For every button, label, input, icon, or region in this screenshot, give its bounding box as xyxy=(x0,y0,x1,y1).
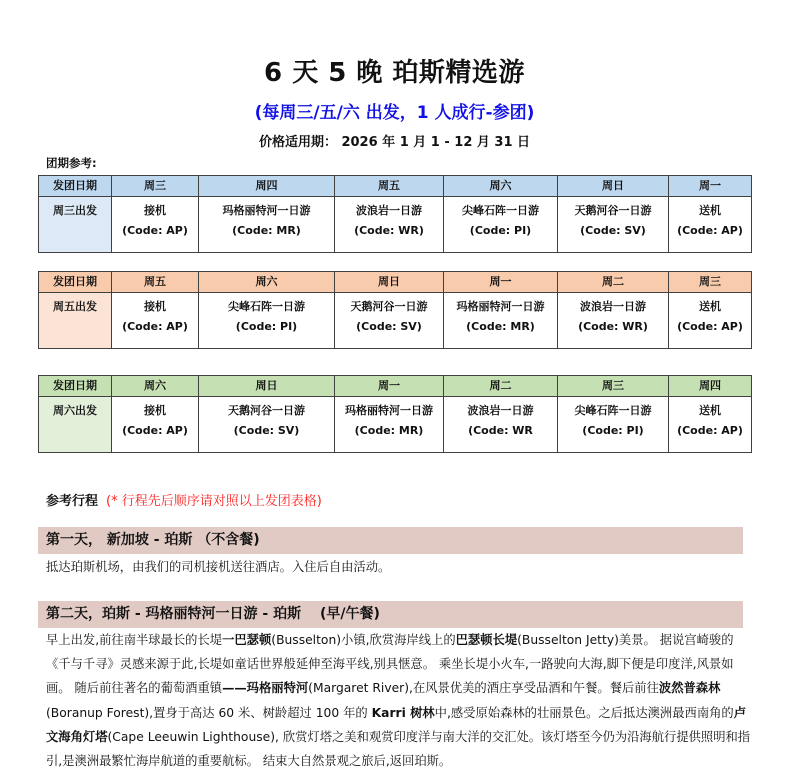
schedule-cell xyxy=(112,397,199,453)
schedule-cell xyxy=(335,397,444,453)
header-weekday: 周六 xyxy=(199,272,335,293)
header-weekday: 周一 xyxy=(335,376,444,397)
tour-code: (Code: PI) xyxy=(582,424,644,437)
schedule-cell xyxy=(558,293,669,349)
tour-name: 接机 xyxy=(144,300,166,313)
tour-code: (Code: AP) xyxy=(677,320,743,333)
tour-name: 波浪岩一日游 xyxy=(580,300,646,313)
tour-code: (Code: WR) xyxy=(578,320,648,333)
tour-code: (Code: AP) xyxy=(677,224,743,237)
page-title: 6 天 5 晚 珀斯精选游 xyxy=(264,58,525,88)
header-weekday: 周五 xyxy=(112,272,199,293)
itinerary-note: (* 行程先后顺序请对照以上发团表格) xyxy=(106,494,322,509)
tour-name: 送机 xyxy=(699,204,721,217)
header-weekday: 周三 xyxy=(558,376,669,397)
table-row xyxy=(39,197,752,253)
highlight-text: 卢文海角灯塔 xyxy=(46,705,747,744)
tour-code: (Code: AP) xyxy=(122,320,188,333)
tour-name: 波浪岩一日游 xyxy=(467,404,534,417)
schedule-cell xyxy=(335,197,444,253)
schedule-table-friday xyxy=(38,271,752,349)
itinerary-title: 参考行程 xyxy=(46,494,99,509)
body-text: 中,感受原始森林的壮丽景色。之后抵达澳洲最西南角的 xyxy=(434,705,734,720)
tour-code: (Code: MR) xyxy=(354,424,424,437)
schedule-cell xyxy=(669,397,752,453)
tour-name: 天鹅河谷一日游 xyxy=(350,300,428,313)
group-reference-label: 团期参考: xyxy=(46,156,97,170)
header-departure-date: 发团日期 xyxy=(39,176,112,197)
tour-code: (Code: AP) xyxy=(677,424,743,437)
row-label: 周五出发 xyxy=(39,293,112,349)
header-weekday: 周日 xyxy=(335,272,444,293)
header-weekday: 周五 xyxy=(335,176,444,197)
tour-code: (Code: PI) xyxy=(235,320,298,333)
tour-code: (Code: MR) xyxy=(232,224,301,237)
schedule-cell xyxy=(199,397,335,453)
day-2-description xyxy=(46,628,751,773)
tour-code: (Code: PI) xyxy=(469,224,532,237)
body-text: (Busselton Jetty)美景。 据说宫崎骏的《千与千寻》灵感来源于此,长堤如童话世界般延伸至海平线,别具惬意。 乘坐长堤小火车,一路驶向大海,脚下便是印度洋,风景如画。 随后前往著名的葡萄酒重镇 xyxy=(46,633,734,696)
body-text: (Boranup Forest),置身于高达 60 米、树龄超过 100 年的 xyxy=(46,705,372,720)
body-text: 早上出发,前往南半球最长的长堤 xyxy=(46,633,223,647)
schedule-cell xyxy=(669,293,752,349)
body-text: (Cape Leeuwin Lighthouse), 欣赏灯塔之美和观赏印度洋与南大洋的交汇处。该灯塔至今仍为沿海航行提供照明和指引,是澳洲最繁忙海岸航道的重要航标。 结束大自然景观之旅后,返回珀斯。 xyxy=(46,729,751,769)
schedule-cell xyxy=(558,397,669,453)
tour-code: (Code: SV) xyxy=(233,424,300,437)
highlight-text: 一巴瑟顿 xyxy=(222,633,272,647)
day-2-title: 第二天，珀斯 - 玛格丽特河一日游 - 珀斯 (早/午餐) xyxy=(46,606,380,622)
header-weekday: 周六 xyxy=(444,176,558,197)
table-row xyxy=(39,293,752,349)
departure-subtitle: (每周三/五/六 出发，1 人成行-参团) xyxy=(254,103,535,123)
schedule-cell xyxy=(112,293,199,349)
header-weekday: 周一 xyxy=(444,272,558,293)
header-weekday: 周六 xyxy=(112,376,199,397)
header-weekday: 周日 xyxy=(558,176,669,197)
tour-name: 玛格丽特河一日游 xyxy=(222,204,311,217)
header-weekday: 周四 xyxy=(199,176,335,197)
tour-code: (Code: AP) xyxy=(122,224,188,237)
tour-name: 尖峰石阵一日游 xyxy=(228,300,305,313)
schedule-cell xyxy=(112,197,199,253)
schedule-cell xyxy=(444,397,558,453)
schedule-cell xyxy=(199,293,335,349)
header-weekday: 周日 xyxy=(199,376,335,397)
schedule-cell xyxy=(444,293,558,349)
tour-name: 天鹅河谷一日游 xyxy=(574,204,652,217)
header-weekday: 周一 xyxy=(669,176,752,197)
day-1-title: 第一天， 新加坡 - 珀斯 （不含餐) xyxy=(46,532,260,548)
body-text: (Busselton)小镇,欣赏海岸线上的 xyxy=(271,633,456,647)
schedule-cell xyxy=(335,293,444,349)
day-1-description xyxy=(46,555,751,579)
header-weekday: 周三 xyxy=(669,272,752,293)
tour-name: 接机 xyxy=(144,204,166,217)
header-weekday: 周二 xyxy=(444,376,558,397)
tour-name: 玛格丽特河一日游 xyxy=(456,300,545,313)
schedule-table-wednesday xyxy=(38,175,752,253)
schedule-cell xyxy=(558,197,669,253)
tour-code: (Code: SV) xyxy=(580,224,646,237)
tour-name: 接机 xyxy=(144,404,166,417)
tour-name: 送机 xyxy=(699,300,721,313)
price-validity: 价格适用期： 2026 年 1 月 1 - 12 月 31 日 xyxy=(258,135,531,150)
itinerary-heading xyxy=(46,490,322,509)
header-departure-date: 发团日期 xyxy=(39,376,112,397)
row-label: 周三出发 xyxy=(39,197,112,253)
schedule-cell xyxy=(669,197,752,253)
table-row xyxy=(39,397,752,453)
tour-name: 尖峰石阵一日游 xyxy=(462,204,539,217)
table-header-row xyxy=(39,376,752,397)
tour-code: (Code: WR) xyxy=(354,224,424,237)
tour-name: 玛格丽特河一日游 xyxy=(345,404,433,417)
body-text: 抵达珀斯机场，由我们的司机接机送往酒店。入住后自由活动。 xyxy=(46,560,391,574)
table-header-row xyxy=(39,176,752,197)
table-header-row xyxy=(39,272,752,293)
header-weekday: 周二 xyxy=(558,272,669,293)
highlight-text: 巴瑟顿长堤 xyxy=(455,633,518,647)
highlight-text: 波然普森林 xyxy=(658,681,721,696)
tour-code: (Code: MR) xyxy=(466,320,535,333)
schedule-table-saturday xyxy=(38,375,752,453)
row-label: 周六出发 xyxy=(39,397,112,453)
tour-code: (Code: WR xyxy=(468,424,533,437)
body-text: (Margaret River),在风景优美的酒庄享受品酒和午餐。餐后前往 xyxy=(308,681,659,696)
tour-name: 波浪岩一日游 xyxy=(356,204,422,217)
highlight-text: Karri 树林 xyxy=(371,705,435,720)
header-weekday: 周四 xyxy=(669,376,752,397)
tour-code: (Code: AP) xyxy=(122,424,188,437)
highlight-text: ——玛格丽特河 xyxy=(222,681,309,696)
schedule-cell xyxy=(444,197,558,253)
tour-name: 天鹅河谷一日游 xyxy=(228,404,305,417)
tour-name: 送机 xyxy=(699,404,721,417)
header-departure-date: 发团日期 xyxy=(39,272,112,293)
schedule-cell xyxy=(199,197,335,253)
tour-code: (Code: SV) xyxy=(356,320,422,333)
tour-name: 尖峰石阵一日游 xyxy=(574,404,652,417)
header-weekday: 周三 xyxy=(112,176,199,197)
